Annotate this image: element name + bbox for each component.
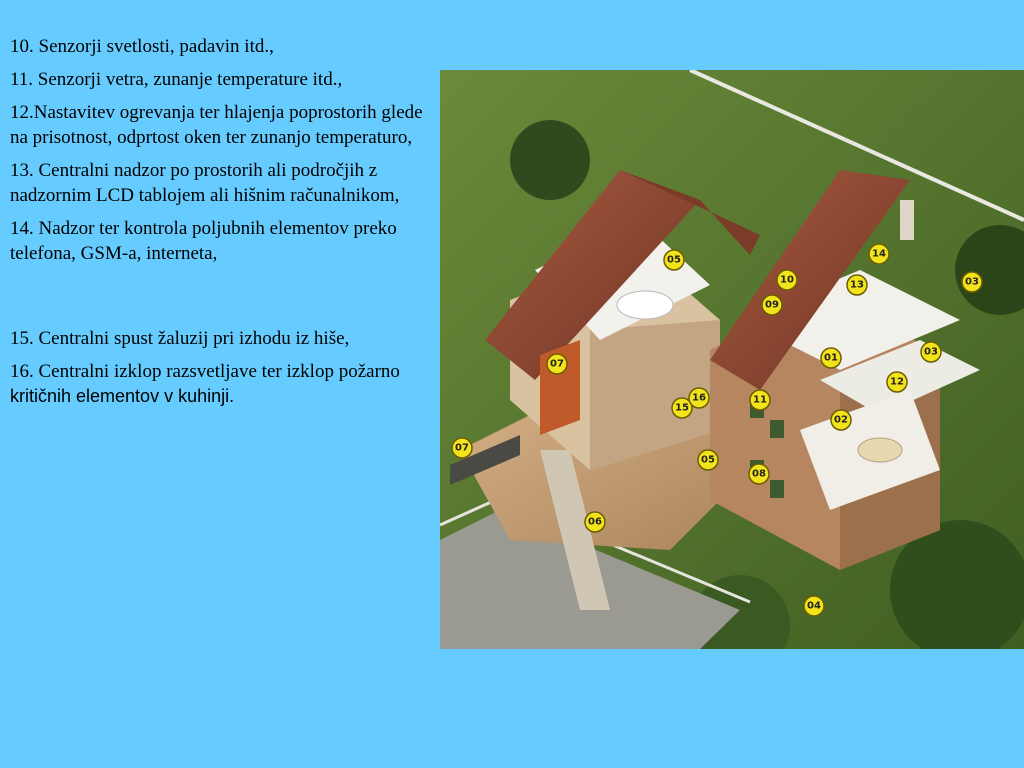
list-item-16-serif: 16. Centralni izklop razsvetljave ter izklop požarno — [10, 361, 400, 382]
svg-text:04: 04 — [807, 600, 821, 612]
sensor-marker — [547, 354, 567, 374]
sensor-marker — [750, 390, 770, 410]
sensor-marker — [664, 250, 684, 270]
house-cutaway-drawing — [440, 70, 1024, 649]
svg-text:11: 11 — [753, 394, 767, 406]
window — [770, 420, 784, 438]
sensor-marker — [452, 438, 472, 458]
svg-text:16: 16 — [692, 392, 706, 404]
house-illustration — [440, 70, 1024, 649]
svg-text:14: 14 — [872, 248, 886, 260]
svg-text:12: 12 — [890, 376, 904, 388]
list-item-11: 11. Senzorji vetra, zunanje temperature itd., — [10, 69, 343, 90]
chimney — [900, 200, 914, 240]
svg-text:03: 03 — [965, 276, 979, 288]
svg-text:08: 08 — [752, 468, 766, 480]
svg-text:01: 01 — [824, 352, 838, 364]
sensor-marker — [749, 464, 769, 484]
svg-text:09: 09 — [765, 299, 779, 311]
window — [770, 480, 784, 498]
sensor-marker — [887, 372, 907, 392]
sensor-marker — [962, 272, 982, 292]
svg-text:05: 05 — [701, 454, 715, 466]
sensor-marker — [777, 270, 797, 290]
sensor-marker — [921, 342, 941, 362]
sensor-marker — [762, 295, 782, 315]
svg-text:02: 02 — [834, 414, 848, 426]
list-item-13: 13. Centralni nadzor po prostorih ali področjih z nadzornim LCD tablojem ali hišnim računalnikom, — [10, 160, 400, 206]
tree — [510, 120, 590, 200]
sensor-marker — [804, 596, 824, 616]
list-item-16 — [10, 359, 434, 409]
svg-text:07: 07 — [550, 358, 564, 370]
list-item-16-sans: kritičnih elementov v kuhinji. — [10, 386, 235, 406]
sensor-marker — [821, 348, 841, 368]
svg-text:10: 10 — [780, 274, 794, 286]
list-item-14: 14. Nadzor ter kontrola poljubnih elementov preko telefona, GSM-a, interneta, — [10, 218, 397, 264]
svg-text:03: 03 — [924, 346, 938, 358]
svg-text:06: 06 — [588, 516, 602, 528]
feature-list — [10, 34, 434, 417]
sensor-marker — [847, 275, 867, 295]
list-item-12: 12.Nastavitev ogrevanja ter hlajenja poprostorih glede na prisotnost, odprtost oken ter zunanjo temperaturo, — [10, 102, 423, 148]
sensor-marker — [698, 450, 718, 470]
sensor-marker — [831, 410, 851, 430]
svg-text:05: 05 — [667, 254, 681, 266]
svg-text:07: 07 — [455, 442, 469, 454]
bathtub — [617, 291, 673, 319]
list-item-10: 10. Senzorji svetlosti, padavin itd., — [10, 36, 274, 57]
sensor-marker — [689, 388, 709, 408]
sensor-marker — [869, 244, 889, 264]
svg-text:15: 15 — [675, 402, 689, 414]
svg-text:13: 13 — [850, 279, 864, 291]
sensor-marker — [585, 512, 605, 532]
list-item-15: 15. Centralni spust žaluzij pri izhodu iz hiše, — [10, 328, 350, 349]
table — [858, 438, 902, 462]
